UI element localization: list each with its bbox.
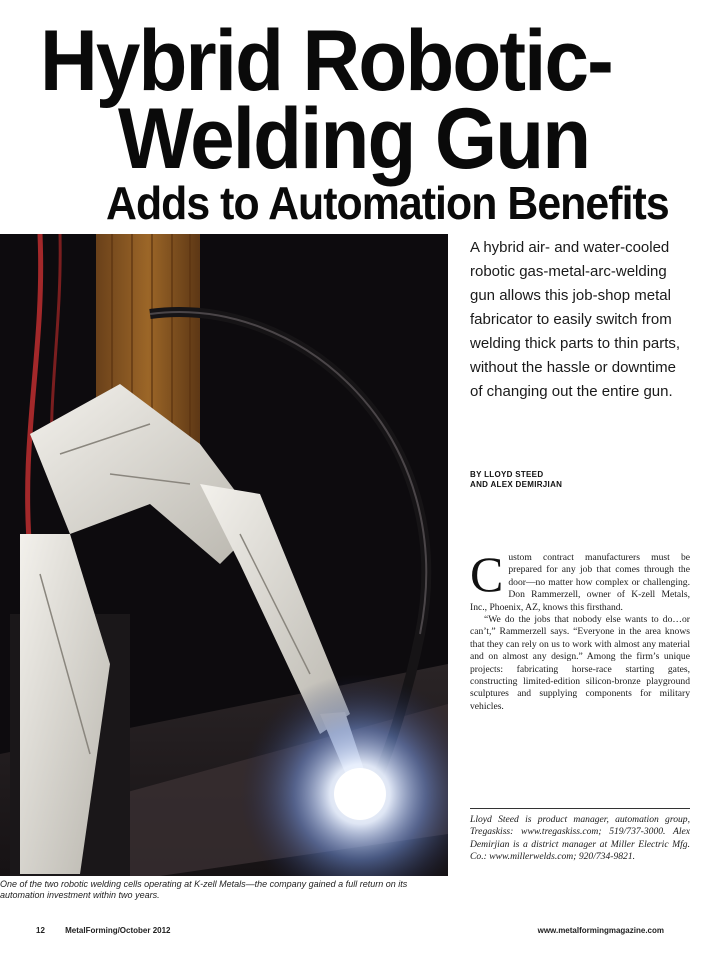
footer-folio bbox=[36, 926, 171, 935]
body-paragraph-1-text: ustom contract manufacturers must be prepared for any job that comes through the door—no matter how complex or challenging. Don Rammerzell, owner of K-zell Metals, Inc., Phoenix, AZ, knows this firsthand. bbox=[470, 552, 690, 613]
byline-line-1: BY LLOYD STEED bbox=[470, 470, 544, 479]
headline-line-2: Welding Gun bbox=[118, 91, 590, 187]
footer-website[interactable]: www.metalformingmagazine.com bbox=[537, 926, 664, 935]
body-paragraph-2: “We do the jobs that nobody else wants to do…or can’t,” Rammerzell says. “Everyone in the area knows that they can rely on us to work with almost any material and on almost any design.” Among the firm’s unique projects: fabricating horse-race starting gates, constructing limited-edition silicon-bronze playground sculptures and supplying components for military vehicles. bbox=[470, 614, 690, 712]
headline-subtitle: Adds to Automation Benefits bbox=[106, 177, 669, 229]
author-bio: Lloyd Steed is product manager, automation group, Tregaskiss: www.tregaskiss.com; 519/737-3000. Alex Demirjian is a district manager at Miller Electric Mfg. Co.: www.millerwelds.com; 920/734-9821. bbox=[470, 814, 690, 863]
headline-line-1: Hybrid Robotic- bbox=[40, 13, 612, 109]
bio-divider bbox=[470, 808, 690, 809]
article-deck: A hybrid air- and water-cooled robotic gas-metal-arc-welding gun allows this job-shop metal fabricator to easily switch from welding thick parts to thin parts, without the hassle or downtime of changing out the entire gun. bbox=[470, 239, 681, 400]
byline-line-2: AND ALEX DEMIRJIAN bbox=[470, 480, 563, 489]
body-paragraph-1 bbox=[470, 546, 690, 614]
byline bbox=[470, 470, 690, 490]
issue-name: MetalForming/October 2012 bbox=[65, 926, 171, 935]
article-body bbox=[470, 546, 690, 713]
page-number: 12 bbox=[36, 926, 45, 935]
drop-cap: C bbox=[470, 546, 504, 602]
robotic-welding-cell-photo bbox=[0, 234, 448, 876]
photo-caption: One of the two robotic welding cells operating at K-zell Metals—the company gained a full return on its automation investment within two years. bbox=[0, 879, 408, 900]
